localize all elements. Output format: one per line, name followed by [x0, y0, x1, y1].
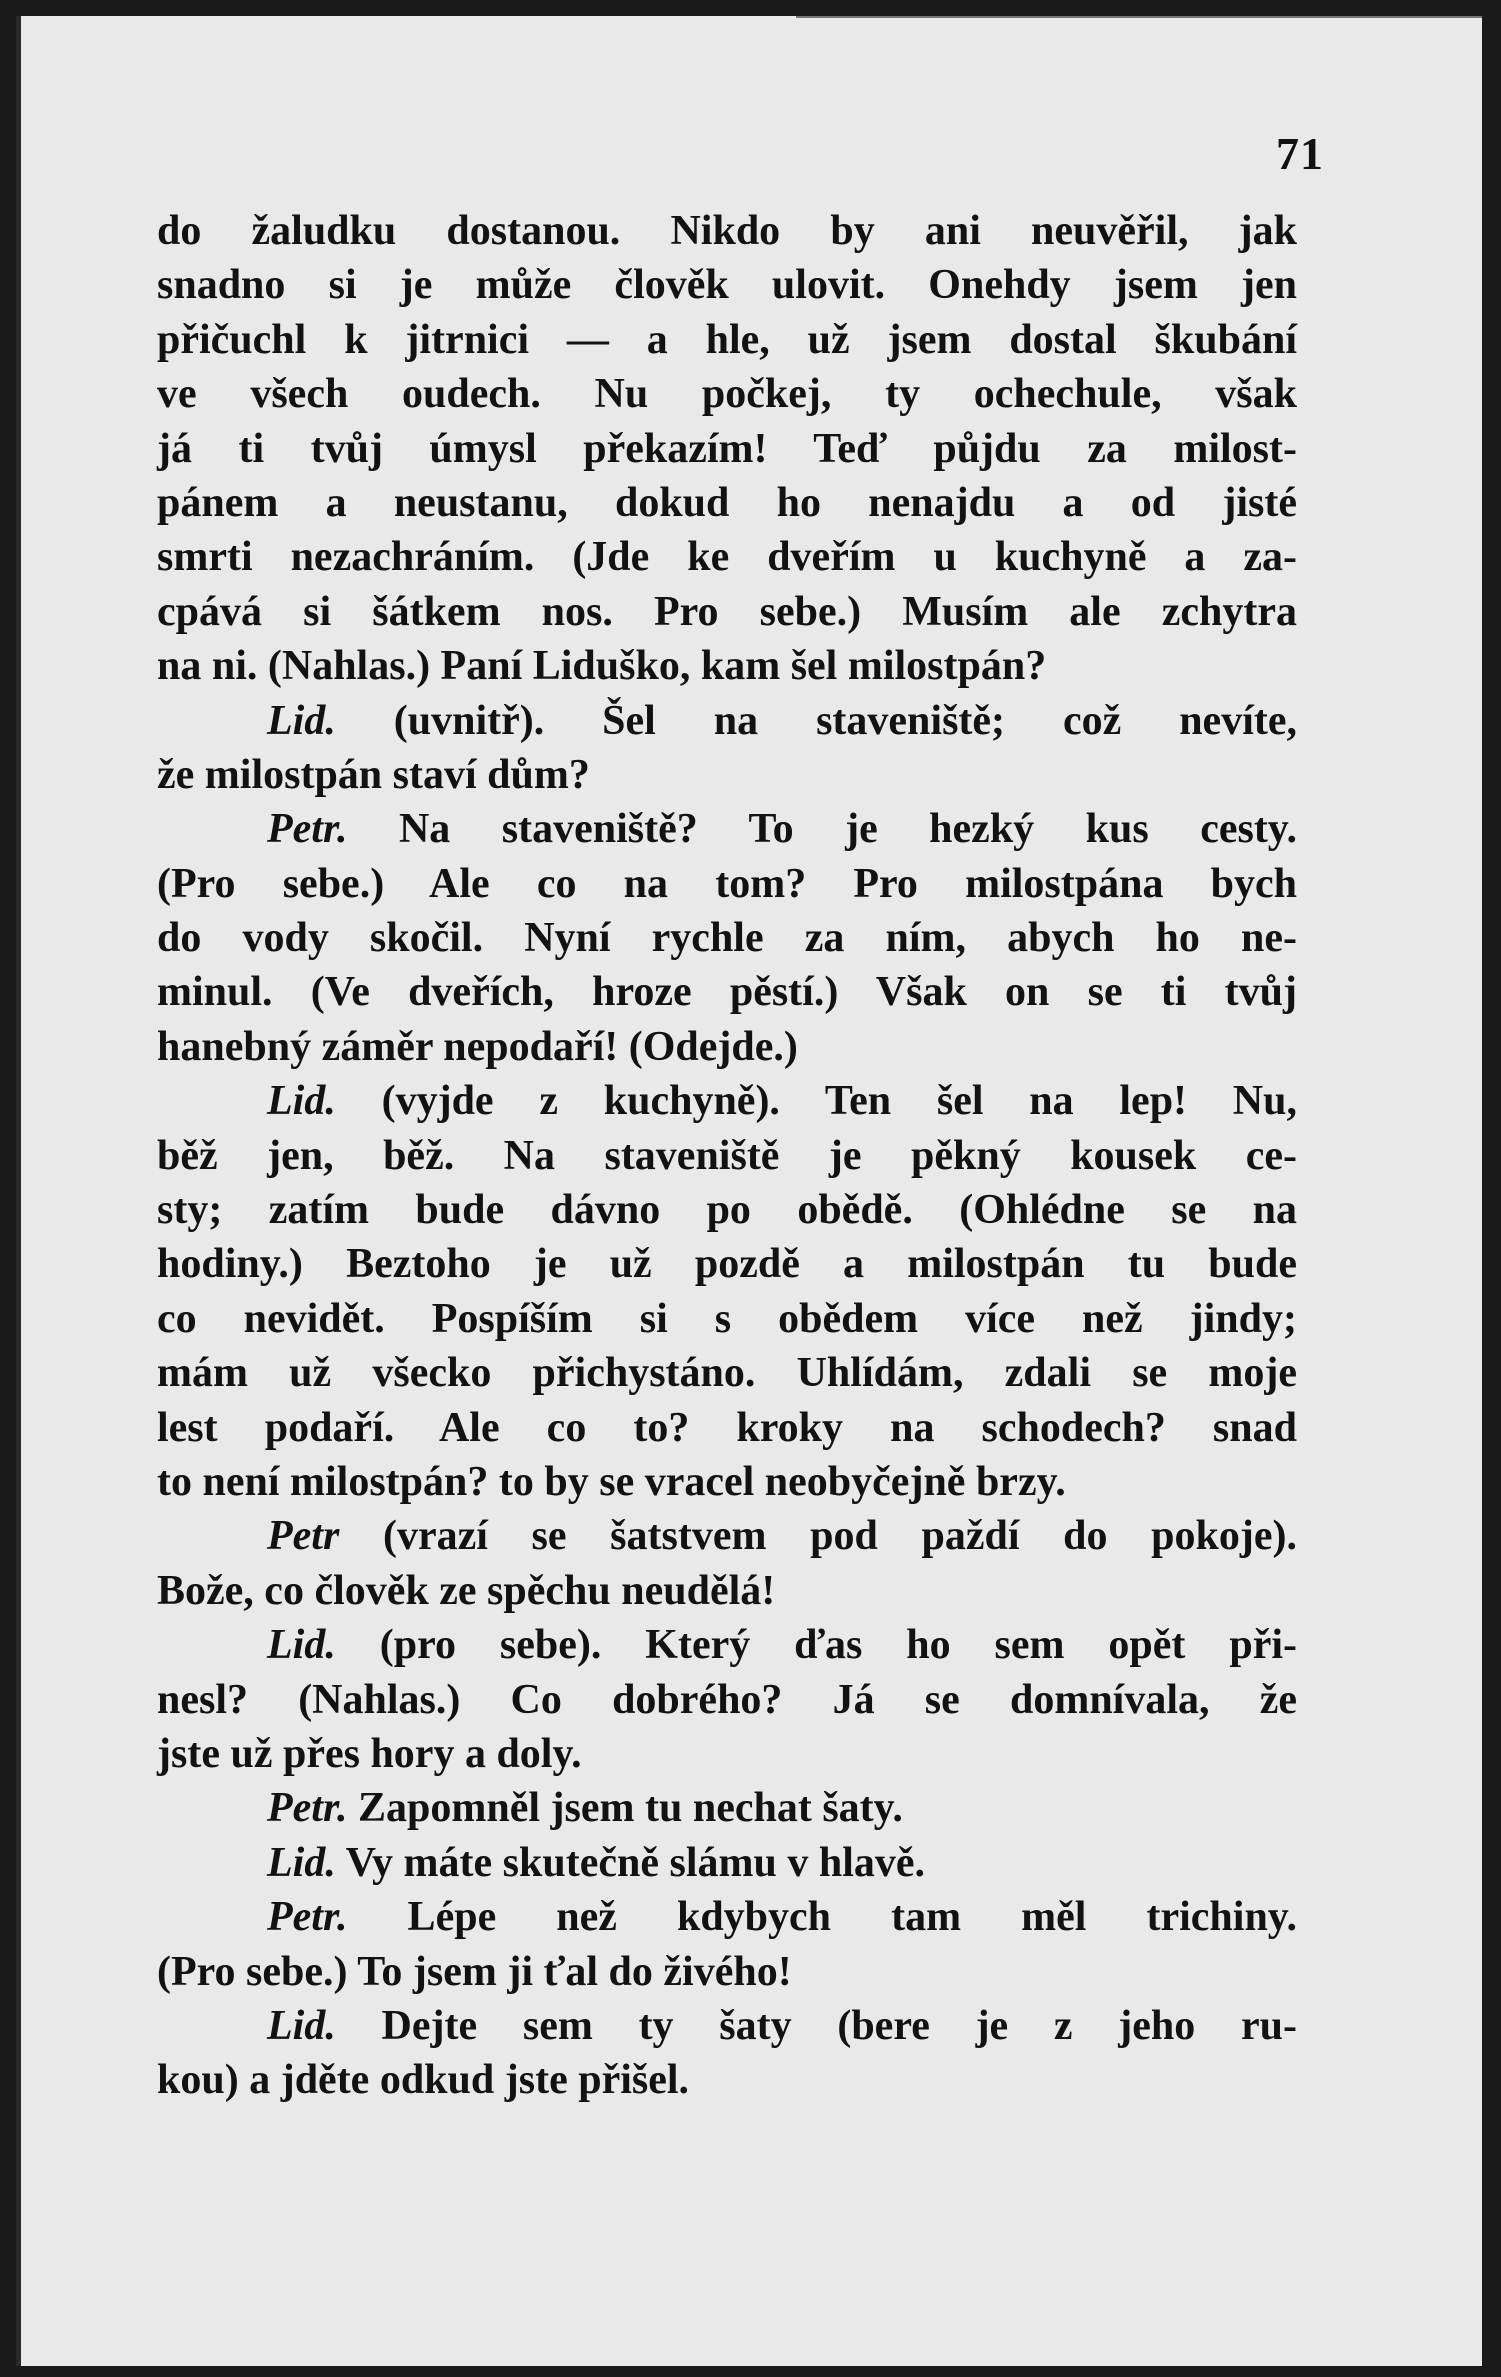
line-text: lest podaří. Ale co to? kroky na schodech? snad — [157, 1404, 1297, 1451]
text-line — [157, 1890, 1297, 1944]
text-line — [157, 258, 1297, 312]
line-text: na ni. (Nahlas.) Paní Liduško, kam šel milostpán? — [157, 643, 1047, 690]
line-text: že milostpán staví dům? — [157, 751, 590, 798]
text-line — [157, 1618, 1297, 1672]
body-text — [157, 204, 1297, 2108]
line-text: já ti tvůj úmysl překazím! Teď půjdu za milost- — [157, 425, 1297, 472]
text-line — [157, 1292, 1297, 1346]
line-text: běž jen, běž. Na staveniště je pěkný kousek ce- — [157, 1132, 1297, 1179]
line-text: hanebný záměr nepodaří! (Odejde.) — [157, 1023, 798, 1070]
line-text: Bože, co člověk ze spěchu neudělá! — [157, 1567, 776, 1614]
speaker-name: Lid. — [267, 697, 336, 744]
text-line — [157, 911, 1297, 965]
text-line — [157, 1564, 1297, 1618]
speaker-name: Lid. — [267, 2002, 336, 2049]
line-text: Dejte sem ty šaty (bere je z jeho ru- — [335, 2002, 1297, 2049]
text-line — [157, 476, 1297, 530]
line-text: mám už všecko přichystáno. Uhlídám, zdali se moje — [157, 1350, 1297, 1397]
line-text: jste už přes hory a doly. — [157, 1730, 582, 1777]
text-line — [157, 2053, 1297, 2107]
line-text: co nevidět. Pospíším si s obědem více než jindy; — [157, 1295, 1297, 1342]
text-line — [157, 1727, 1297, 1781]
text-line — [157, 1020, 1297, 1074]
text-line — [157, 639, 1297, 693]
speaker-name: Petr. — [267, 806, 348, 853]
text-line — [157, 313, 1297, 367]
text-line — [157, 802, 1297, 856]
speaker-name: Lid. — [267, 1078, 336, 1125]
text-line — [157, 1401, 1297, 1455]
text-line — [157, 1945, 1297, 1999]
text-line — [157, 1074, 1297, 1128]
text-line — [157, 1237, 1297, 1291]
line-text: (vrazí se šatstvem pod paždí do pokoje). — [339, 1513, 1297, 1560]
book-page — [16, 16, 1482, 2366]
line-text: (Pro sebe.) To jsem ji ťal do živého! — [157, 1948, 792, 1995]
text-line — [157, 585, 1297, 639]
text-line — [157, 748, 1297, 802]
text-line — [157, 1183, 1297, 1237]
line-text: to není milostpán? to by se vracel neobyčejně brzy. — [157, 1458, 1066, 1505]
line-text: do žaludku dostanou. Nikdo by ani neuvěřil, jak — [157, 208, 1297, 254]
speaker-name: Petr. — [267, 1894, 348, 1941]
line-text: cpává si šátkem nos. Pro sebe.) Musím ale zchytra — [157, 588, 1297, 635]
line-text: ve všech oudech. Nu počkej, ty ochechule, však — [157, 371, 1297, 418]
text-line — [157, 694, 1297, 748]
line-text: do vody skočil. Nyní rychle za ním, abych ho ne- — [157, 915, 1297, 962]
line-text: Na staveniště? To je hezký kus cesty. — [347, 806, 1297, 853]
text-line — [157, 965, 1297, 1019]
text-line — [157, 1781, 1297, 1835]
text-line — [157, 367, 1297, 421]
text-line — [157, 1129, 1297, 1183]
line-text: Zapomněl jsem tu nechat šaty. — [347, 1785, 903, 1832]
line-text: (Pro sebe.) Ale co na tom? Pro milostpána bych — [157, 860, 1297, 907]
line-text: nesl? (Nahlas.) Co dobrého? Já se domnívala, že — [157, 1676, 1297, 1723]
line-text: snadno si je může člověk ulovit. Onehdy jsem jen — [157, 262, 1297, 309]
speaker-name: Petr. — [267, 1785, 348, 1832]
speaker-name: Petr — [267, 1513, 340, 1560]
text-line — [157, 1673, 1297, 1727]
page-spine-edge — [16, 16, 21, 2366]
text-line — [157, 1999, 1297, 2053]
line-text: přičuchl k jitrnici — a hle, už jsem dostal škubání — [157, 316, 1297, 363]
text-line — [157, 422, 1297, 476]
line-text: sty; zatím bude dávno po obědě. (Ohlédne se na — [157, 1187, 1297, 1234]
speaker-name: Lid. — [267, 1622, 336, 1669]
text-line — [157, 530, 1297, 584]
line-text: smrti nezachráním. (Jde ke dveřím u kuchyně a za- — [157, 534, 1297, 581]
text-line — [157, 1509, 1297, 1563]
line-text: Vy máte skutečně slámu v hlavě. — [335, 1839, 926, 1886]
line-text: minul. (Ve dveřích, hroze pěstí.) Však on se ti tvůj — [157, 969, 1297, 1016]
line-text: hodiny.) Beztoho je už pozdě a milostpán tu bude — [157, 1241, 1297, 1288]
text-line — [157, 1455, 1297, 1509]
text-line — [157, 857, 1297, 911]
line-text: Lépe než kdybych tam měl trichiny. — [347, 1894, 1297, 1941]
speaker-name: Lid. — [267, 1839, 336, 1886]
page-number: 71 — [1276, 128, 1324, 179]
text-line — [157, 1346, 1297, 1400]
line-text: (uvnitř). Šel na staveniště; což nevíte, — [335, 697, 1297, 744]
page-top-trim — [796, 16, 1482, 18]
text-line — [157, 204, 1297, 258]
line-text: (vyjde z kuchyně). Ten šel na lep! Nu, — [335, 1078, 1297, 1125]
line-text: kou) a jděte odkud jste přišel. — [157, 2057, 690, 2104]
line-text: pánem a neustanu, dokud ho nenajdu a od jisté — [157, 479, 1297, 526]
text-line — [157, 1836, 1297, 1890]
line-text: (pro sebe). Který ďas ho sem opět při- — [335, 1622, 1297, 1669]
